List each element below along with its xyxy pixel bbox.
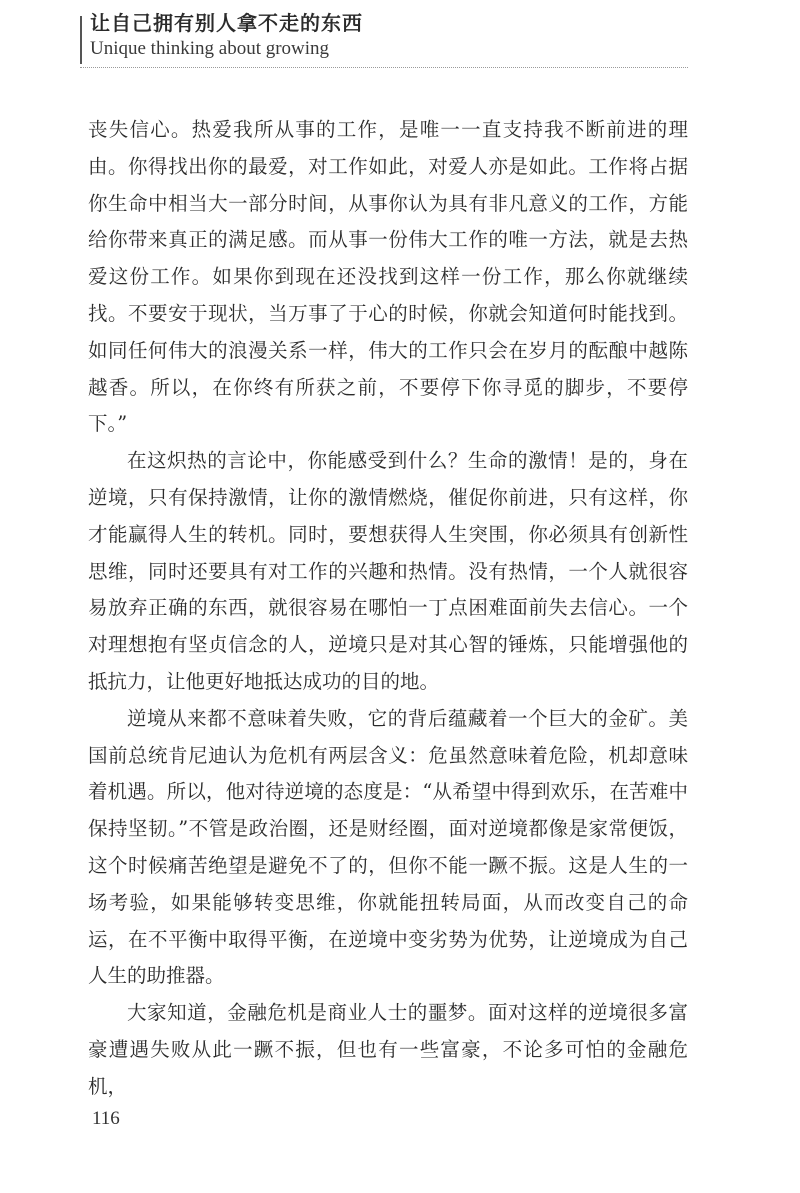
paragraph: 大家知道，金融危机是商业人士的噩梦。面对这样的逆境很多富豪遭遇失败从此一蹶不振，但也有一些富豪，不论多可怕的金融危机，: [88, 1001, 688, 1098]
paragraph: 逆境从来都不意味着失败，它的背后蕴藏着一个巨大的金矿。美国前总统肯尼迪认为危机有两层含义：危虽然意味着危险，机却意味着机遇。所以，他对待逆境的态度是：“从希望中得到欢乐，在苦难中保持坚韧。”不管是政治圈，还是财经圈，面对逆境都像是家常便饭，这个时候痛苦绝望是避免不了的，但你不能一蹶不振。这是人生的一场考验，如果能够转变思维，你就能扭转局面，从而改变自己的命运，在不平衡中取得平衡，在逆境中变劣势为优势，让逆境成为自己人生的助推器。: [88, 706, 688, 988]
running-header: [80, 10, 688, 68]
header-vertical-rule: [80, 16, 82, 64]
paragraph: 在这炽热的言论中，你能感受到什么？生命的激情！是的，身在逆境，只有保持激情，让你的激情燃烧，催促你前进，只有这样，你才能赢得人生的转机。同时，要想获得人生突围，你必须具有创新性思维，同时还要具有对工作的兴趣和热情。没有热情，一个人就很容易放弃正确的东西，就很容易在哪怕一丁点困难面前失去信心。一个对理想抱有坚贞信念的人，逆境只是对其心智的锤炼，只能增强他的抵抗力，让他更好地抵达成功的目的地。: [88, 449, 688, 693]
header-dotted-divider: [80, 67, 688, 68]
book-subtitle: Unique thinking about growing: [90, 38, 330, 59]
paragraph-continued: 丧失信心。热爱我所从事的工作，是唯一一直支持我不断前进的理由。你得找出你的最爱，对工作如此，对爱人亦是如此。工作将占据你生命中相当大一部分时间，从事你认为具有非凡意义的工作，方能给你带来真正的满足感。而从事一份伟大工作的唯一方法，就是去热爱这份工作。如果你到现在还没找到这样一份工作，那么你就继续找。不要安于现状，当万事了于心的时候，你就会知道何时能找到。如同任何伟大的浪漫关系一样，伟大的工作只会在岁月的酝酿中越陈越香。所以，在你终有所获之前，不要停下你寻觅的脚步，不要停下。”: [88, 118, 688, 436]
book-title: 让自己拥有别人拿不走的东西: [90, 11, 363, 35]
page-body: [88, 112, 688, 1106]
page-number: 116: [92, 1108, 120, 1129]
